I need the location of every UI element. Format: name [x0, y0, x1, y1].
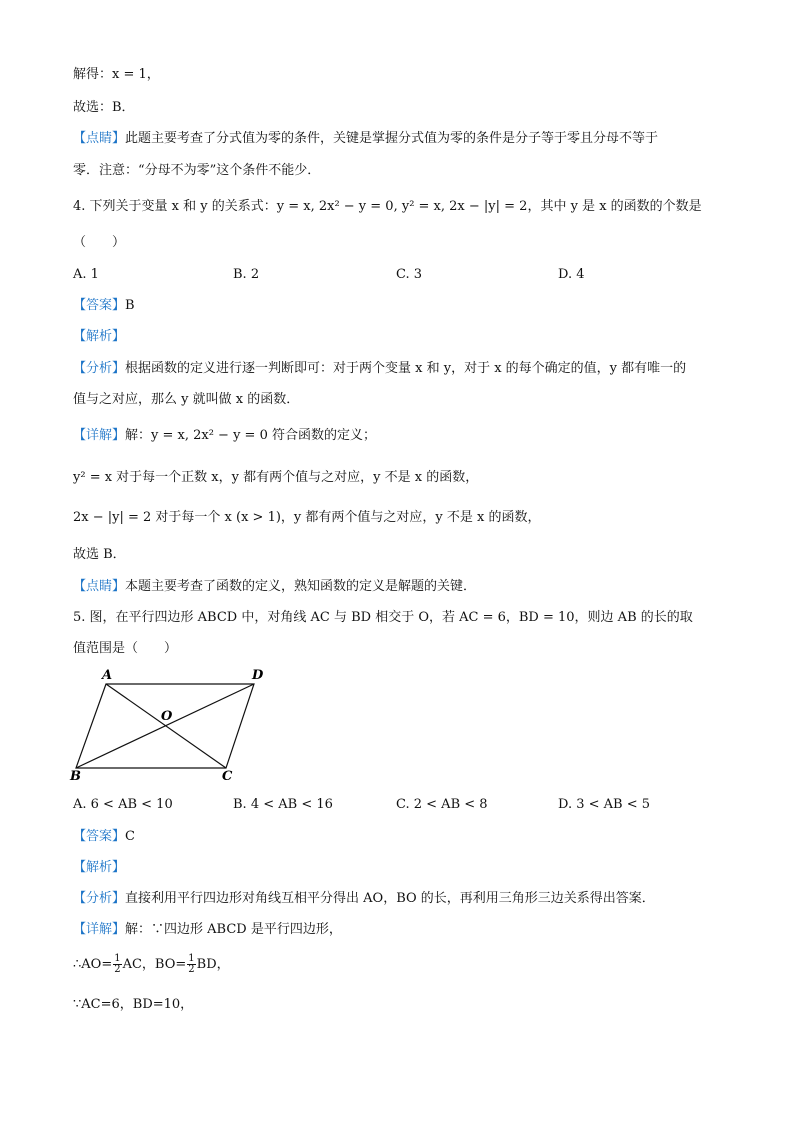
comment-line-2: 零．注意：“分母不为零”这个条件不能少． — [73, 163, 321, 178]
detail-5-seg-2: AC，BO= — [122, 957, 187, 972]
comment-4-tag: 【点睛】 — [73, 579, 126, 594]
q5-option-a: A. 6 < AB < 10 — [73, 797, 173, 812]
detail-text: 解：y = x, 2x² − y = 0 符合函数的定义； — [125, 428, 376, 443]
comment-4 — [73, 578, 476, 596]
choice-line: 故选：B． — [73, 100, 135, 115]
detail-tag: 【详解】 — [73, 428, 126, 443]
comment-line — [73, 130, 658, 148]
fraction-half-1 — [113, 954, 121, 975]
detail-5-line-2 — [73, 952, 230, 978]
analysis-4-tag — [73, 328, 125, 346]
answer-5-tag: 【答案】 — [73, 829, 126, 844]
fraction-denominator: 2 — [114, 964, 121, 975]
label-b: B — [70, 769, 81, 782]
comment-4-text: 本题主要考查了函数的定义，熟知函数的定义是解题的关键． — [125, 579, 477, 594]
analysis-4 — [73, 360, 686, 378]
fraction-numerator: 1 — [114, 953, 121, 964]
q5-option-b: B. 4 < AB < 16 — [233, 797, 333, 812]
detail-4-line-4: 故选 B． — [73, 547, 126, 562]
detail-5-text: 解：∵四边形 ABCD 是平行四边形， — [125, 922, 342, 937]
analysis-text: 根据函数的定义进行逐一判断即可：对于两个变量 x 和 y，对于 x 的每个确定的值，y 都有唯一的 — [125, 361, 687, 376]
label-a: A — [102, 668, 113, 683]
detail-5-tag: 【详解】 — [73, 922, 126, 937]
detail-5-seg-3: BD， — [196, 957, 230, 972]
analysis-5-tag — [73, 859, 125, 877]
analysis-tag: 【解析】 — [73, 329, 126, 344]
analysis-5-tag-text: 【解析】 — [73, 860, 126, 875]
q4-option-a: A. 1 — [73, 267, 99, 282]
detail-5-line-3: ∵AC=6，BD=10， — [73, 997, 194, 1012]
analysis-5 — [73, 890, 655, 908]
q5-option-c: C. 2 < AB < 8 — [396, 797, 488, 812]
fraction-numerator: 1 — [188, 953, 195, 964]
answer-4 — [73, 297, 135, 315]
fraction-denominator: 2 — [188, 964, 195, 975]
fraction-half-2 — [187, 954, 195, 975]
comment-tag: 【点睛】 — [73, 131, 126, 146]
analysis-sub-tag: 【分析】 — [73, 361, 126, 376]
analysis-5-sub-tag: 【分析】 — [73, 891, 126, 906]
analysis-4-cont: 值与之对应，那么 y 就叫做 x 的函数． — [73, 392, 300, 407]
label-c: C — [222, 769, 233, 782]
q5-option-d: D. 3 < AB < 5 — [558, 797, 651, 812]
question-4-paren: （ ） — [73, 235, 126, 250]
detail-4 — [73, 427, 376, 445]
answer-tag: 【答案】 — [73, 298, 126, 313]
parallelogram-figure — [66, 664, 276, 782]
diagonal-bd — [76, 684, 254, 768]
question-4: 4. 下列关于变量 x 和 y 的关系式：y = x, 2x² − y = 0, y² = x, 2x − |y| = 2，其中 y 是 x 的函数的个数是 — [73, 199, 702, 214]
detail-4-line-3: 2x − |y| = 2 对于每一个 x (x > 1)，y 都有两个值与之对应，y 不是 x 的函数， — [73, 510, 541, 525]
comment-text: 此题主要考查了分式值为零的条件，关键是掌握分式值为零的条件是分子等于零且分母不等于 — [125, 131, 659, 146]
question-5: 5. 图，在平行四边形 ABCD 中，对角线 AC 与 BD 相交于 O，若 AC = 6，BD = 10，则边 AB 的长的取 — [73, 610, 693, 625]
answer-5-value: C — [125, 829, 135, 844]
label-o: O — [161, 709, 173, 724]
question-5-cont: 值范围是（ ） — [73, 641, 178, 656]
q4-option-d: D. 4 — [558, 267, 585, 282]
detail-5 — [73, 921, 342, 939]
answer-value: B — [125, 298, 135, 313]
q4-option-c: C. 3 — [396, 267, 423, 282]
solution-line: 解得：x = 1， — [73, 67, 160, 82]
q4-option-b: B. 2 — [233, 267, 260, 282]
detail-4-line-2: y² = x 对于每一个正数 x，y 都有两个值与之对应，y 不是 x 的函数， — [73, 470, 479, 485]
detail-5-seg-1: ∴AO= — [73, 957, 113, 972]
label-d: D — [252, 668, 264, 683]
answer-5 — [73, 828, 135, 846]
analysis-5-text: 直接利用平行四边形对角线互相平分得出 AO，BO 的长，再利用三角形三边关系得出答案． — [125, 891, 655, 906]
